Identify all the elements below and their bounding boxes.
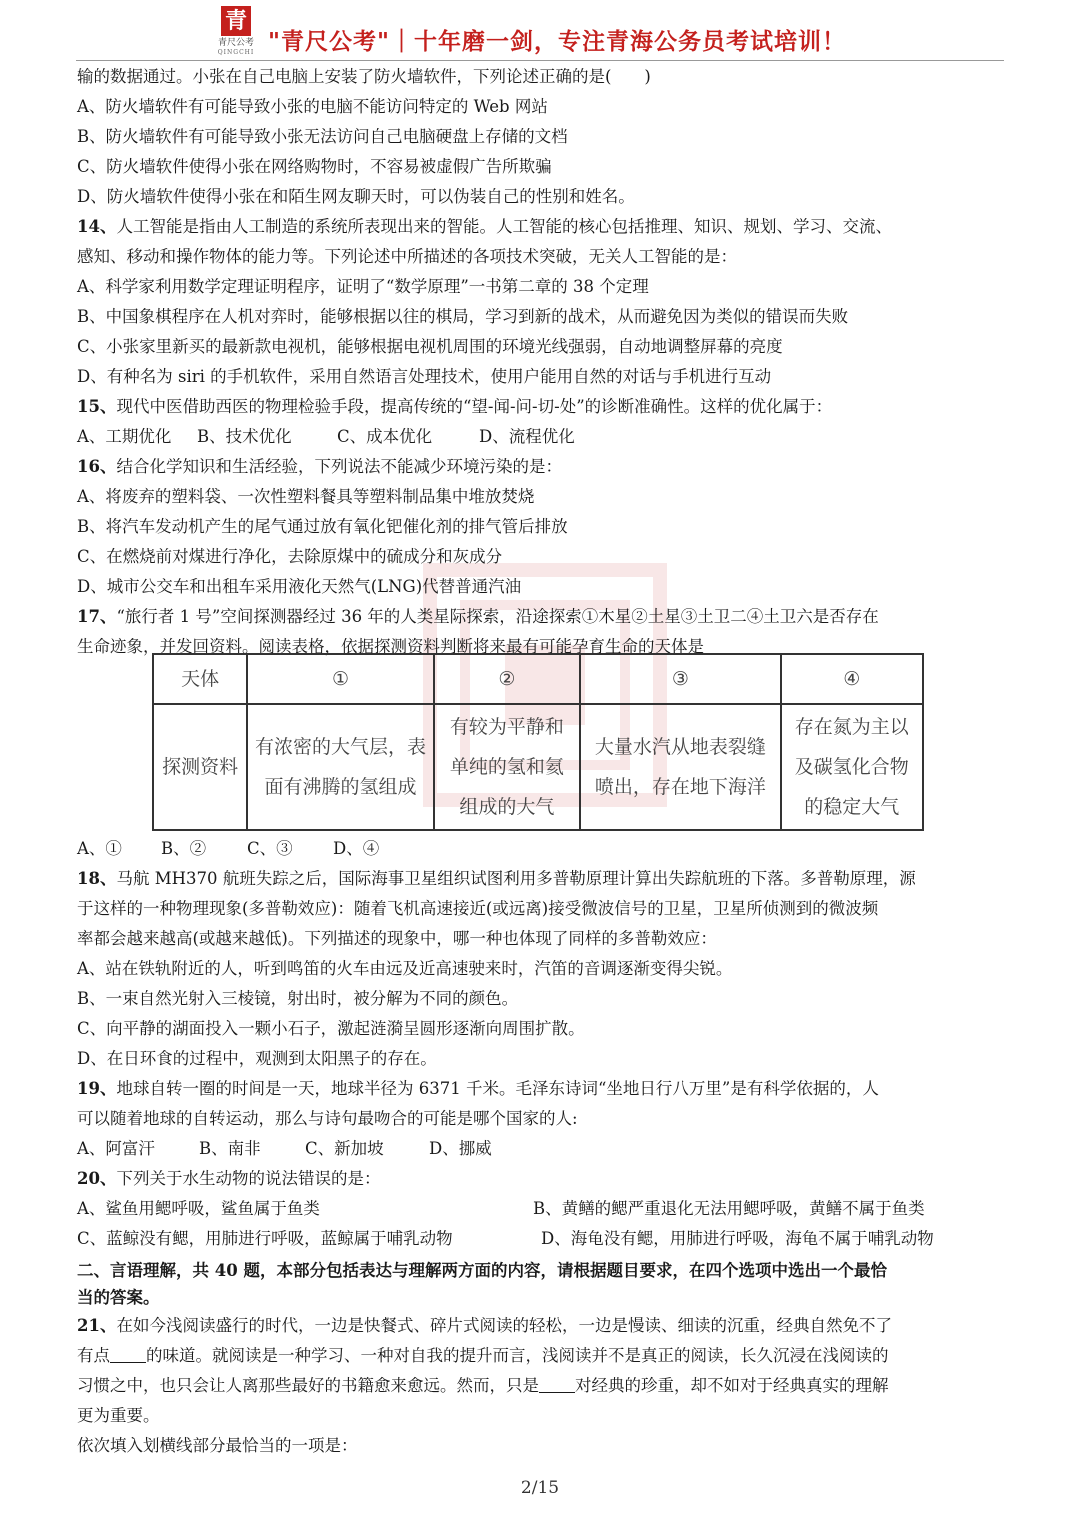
cell-4-line-2: 及碳氢化合物 xyxy=(794,756,909,778)
q14-number: 14、 xyxy=(77,217,117,236)
q21-line-2 xyxy=(77,1341,1007,1371)
table-header-row xyxy=(153,654,923,704)
q15-stem-text: 现代中医借助西医的物理检验手段，提高传统的“望-闻-问-切-处”的诊断准确性。这样的优化属于： xyxy=(116,397,833,416)
table-cell-4 xyxy=(781,704,923,830)
q13-option-b: B、防火墙软件有可能导致小张无法访问自己电脑硬盘上存储的文档 xyxy=(77,127,568,146)
q14-option-d: D、有种名为 siri 的手机软件，采用自然语言处理技术，使用户能用自然的对话与手机进行互动 xyxy=(77,367,772,386)
q16-option-a: A、将废弃的塑料袋、一次性塑料餐具等塑料制品集中堆放焚烧 xyxy=(77,487,535,506)
table-row-label: 探测资料 xyxy=(153,704,247,830)
q16-option-b: B、将汽车发动机产生的尾气通过放有氧化钯催化剂的排气管后排放 xyxy=(77,517,568,536)
cell-1-line-2: 面有沸腾的氢组成 xyxy=(264,776,417,798)
q14-stem-2: 感知、移动和操作物体的能力等。下列论述中所描述的各项技术突破，无关人工智能的是： xyxy=(77,247,737,266)
section-2-heading-1: 二、言语理解，共 40 题，本部分包括表达与理解两方面的内容，请根据题目要求，在四个选项中选出一个最恰 xyxy=(77,1261,887,1280)
q19-stem-1 xyxy=(77,1074,1007,1104)
q20-option-c: C、蓝鲸没有鳃，用肺进行呼吸，蓝鲸属于哺乳动物 xyxy=(77,1229,453,1248)
logo-pinyin: QINGCHI xyxy=(217,49,255,56)
q15-option-a: A、工期优化 xyxy=(77,427,172,446)
q19-option-c: C、新加坡 xyxy=(305,1139,384,1158)
q17-option-b: B、② xyxy=(161,839,207,858)
q21-line-4: 更为重要。 xyxy=(77,1406,160,1425)
header-slogan: "青尺公考"｜十年磨一剑，专注青海公务员考试培训！ xyxy=(268,29,846,55)
q14-option-c: C、小张家里新买的最新款电视机，能够根据电视机周围的环境光线强弱，自动地调整屏幕的亮度 xyxy=(77,337,783,356)
q19-options xyxy=(77,1134,1007,1164)
q18-option-a: A、站在铁轨附近的人，听到鸣笛的火车由远及近高速驶来时，汽笛的音调逐渐变得尖锐。 xyxy=(77,959,733,978)
q15-number: 15、 xyxy=(77,397,117,416)
q19-option-b: B、南非 xyxy=(199,1139,261,1158)
q20-options-cd xyxy=(77,1224,1007,1254)
q17-options xyxy=(77,834,1007,864)
q19-option-a: A、阿富汗 xyxy=(77,1139,155,1158)
q15-options xyxy=(77,422,1007,452)
cell-2-line-2: 单纯的氢和氦 xyxy=(449,756,564,778)
brand-logo xyxy=(214,6,258,58)
page-content xyxy=(77,62,1007,662)
q17-stem-text-1: “旅行者 1 号”空间探测器经过 36 年的人类星际探索，沿途探索①木星②土星③土卫二④土卫六是否存在 xyxy=(116,607,879,626)
q21-text-3a: 习惯之中，也只会让人离那些最好的书籍愈来愈远。然而，只是 xyxy=(77,1376,539,1395)
q17-stem-2: 生命迹象，并发回资料。阅读表格，依据探测资料判断将来最有可能孕育生命的天体是 xyxy=(77,637,704,656)
table-header-1: ① xyxy=(247,654,433,704)
table-header-3: ③ xyxy=(580,654,781,704)
cell-3-line-2: 喷出，存在地下海洋 xyxy=(594,776,766,798)
q16-stem xyxy=(77,452,1007,482)
blank-1 xyxy=(110,1346,146,1363)
q19-option-d: D、挪威 xyxy=(429,1139,492,1158)
q17-option-d: D、④ xyxy=(333,839,380,858)
table-cell-2 xyxy=(434,704,580,830)
q17-stem-1 xyxy=(77,602,1007,632)
cell-2-line-3: 组成的大气 xyxy=(459,796,555,818)
q14-option-a: A、科学家利用数学定理证明程序，证明了“数学原理”一书第二章的 38 个定理 xyxy=(77,277,649,296)
cell-4-line-3: 的稳定大气 xyxy=(804,796,900,818)
q16-option-c: C、在燃烧前对煤进行净化，去除原煤中的硫成分和灰成分 xyxy=(77,547,503,566)
q13-option-c: C、防火墙软件使得小张在网络购物时，不容易被虚假广告所欺骗 xyxy=(77,157,552,176)
q15-stem xyxy=(77,392,1007,422)
q21-text-2a: 有点 xyxy=(77,1346,110,1365)
table-header-body: 天体 xyxy=(153,654,247,704)
table-cell-3 xyxy=(580,704,781,830)
q19-number: 19、 xyxy=(77,1079,117,1098)
q20-number: 20、 xyxy=(77,1169,117,1188)
q20-stem-text: 下列关于水生动物的说法错误的是： xyxy=(116,1169,381,1188)
q19-stem-text-1: 地球自转一圈的时间是一天，地球半径为 6371 千米。毛泽东诗词“坐地日行八万里”是有科学依据的，人 xyxy=(116,1079,879,1098)
section-2-heading-2: 当的答案。 xyxy=(77,1288,160,1307)
q17-table xyxy=(152,653,924,831)
q16-stem-text: 结合化学知识和生活经验，下列说法不能减少环境污染的是： xyxy=(116,457,562,476)
table-header-2: ② xyxy=(434,654,580,704)
cell-3-line-1: 大量水汽从地表裂缝 xyxy=(594,736,766,758)
q16-option-d: D、城市公交车和出租车采用液化天然气(LNG)代替普通汽油 xyxy=(77,577,522,596)
q17-option-c: C、③ xyxy=(247,839,293,858)
q13-option-a: A、防火墙软件有可能导致小张的电脑不能访问特定的 Web 网站 xyxy=(77,97,548,116)
q18-stem-1 xyxy=(77,864,1007,894)
q20-options-ab xyxy=(77,1194,1007,1224)
q16-number: 16、 xyxy=(77,457,117,476)
q17-number: 17、 xyxy=(77,607,117,626)
page-number: 2/15 xyxy=(520,1478,560,1498)
q15-option-b: B、技术优化 xyxy=(197,427,292,446)
q21-line-3 xyxy=(77,1371,1007,1401)
header-divider xyxy=(76,60,1004,61)
q18-number: 18、 xyxy=(77,869,117,888)
q20-option-b: B、黄鳝的鳃严重退化无法用鳃呼吸，黄鳝不属于鱼类 xyxy=(533,1199,925,1218)
q14-stem-text-1: 人工智能是指由人工制造的系统所表现出来的智能。人工智能的核心包括推理、知识、规划、学习、交流、 xyxy=(116,217,892,236)
q21-line-1 xyxy=(77,1311,1007,1341)
table-data-row xyxy=(153,704,923,830)
q20-stem xyxy=(77,1164,1007,1194)
q14-stem-1 xyxy=(77,212,1007,242)
q18-option-b: B、一束自然光射入三棱镜，射出时，被分解为不同的颜色。 xyxy=(77,989,519,1008)
q15-option-c: C、成本优化 xyxy=(337,427,433,446)
logo-seal: 青 xyxy=(221,6,251,36)
q21-prompt: 依次填入划横线部分最恰当的一项是： xyxy=(77,1436,358,1455)
q14-option-b: B、中国象棋程序在人机对弈时，能够根据以往的棋局，学习到新的战术，从而避免因为类似的错误而失败 xyxy=(77,307,849,326)
q21-text-3b: 对经典的珍重，却不如对于经典真实的理解 xyxy=(575,1376,889,1395)
q18-stem-2: 于这样的一种物理现象(多普勒效应)：随着飞机高速接近(或远离)接受微波信号的卫星，卫星所侦测到的微波频 xyxy=(77,899,879,918)
q21-number: 21、 xyxy=(77,1316,117,1335)
blank-2 xyxy=(539,1376,575,1393)
q17-option-a: A、① xyxy=(77,839,122,858)
cell-1-line-1: 有浓密的大气层，表 xyxy=(254,736,426,758)
q18-stem-3: 率都会越来越高(或越来越低)。下列描述的现象中，哪一种也体现了同样的多普勒效应： xyxy=(77,929,717,948)
q21-text-1: 在如今浅阅读盛行的时代，一边是快餐式、碎片式阅读的轻松，一边是慢读、细读的沉重，经典自然免不了 xyxy=(116,1316,892,1335)
q13-option-d: D、防火墙软件使得小张在和陌生网友聊天时，可以伪装自己的性别和姓名。 xyxy=(77,187,635,206)
q15-option-d: D、流程优化 xyxy=(479,427,575,446)
cell-4-line-1: 存在氮为主以 xyxy=(794,716,909,738)
page-content-lower xyxy=(77,834,1007,1461)
page-header xyxy=(0,0,1080,62)
q20-option-a: A、鲨鱼用鳃呼吸，鲨鱼属于鱼类 xyxy=(77,1199,320,1218)
q21-text-2b: 的味道。就阅读是一种学习、一种对自我的提升而言，浅阅读并不是真正的阅读，长久沉浸在浅阅读的 xyxy=(146,1346,889,1365)
q18-option-c: C、向平静的湖面投入一颗小石子，激起涟漪呈圆形逐渐向周围扩散。 xyxy=(77,1019,585,1038)
cell-2-line-1: 有较为平静和 xyxy=(449,716,564,738)
q20-option-d: D、海龟没有鳃，用肺进行呼吸，海龟不属于哺乳动物 xyxy=(541,1229,934,1248)
q13-stem: 输的数据通过。小张在自己电脑上安装了防火墙软件，下列论述正确的是( ) xyxy=(77,67,651,86)
q19-stem-2: 可以随着地球的自转运动，那么与诗句最吻合的可能是哪个国家的人: xyxy=(77,1109,578,1128)
table-header-4: ④ xyxy=(781,654,923,704)
q18-stem-text-1: 马航 MH370 航班失踪之后，国际海事卫星组织试图利用多普勒原理计算出失踪航班的下落。多普勒原理，源 xyxy=(116,869,916,888)
table-cell-1 xyxy=(247,704,433,830)
logo-name: 青尺公考 xyxy=(217,38,254,48)
q18-option-d: D、在日环食的过程中，观测到太阳黑子的存在。 xyxy=(77,1049,437,1068)
